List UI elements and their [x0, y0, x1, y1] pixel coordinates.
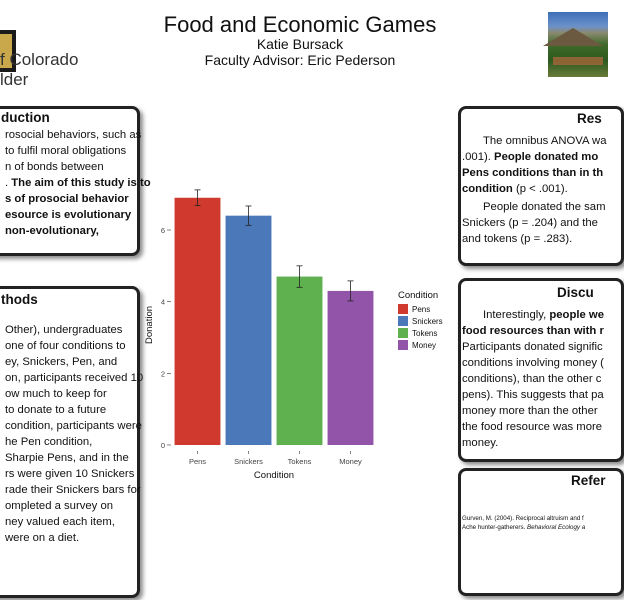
results-box [458, 106, 624, 266]
methods-line-2: one of four conditions to [5, 340, 126, 352]
results-line-2a: .001). [462, 151, 495, 163]
discussion-line-9: money. [462, 437, 499, 449]
references-heading: Refer [571, 473, 606, 488]
y-axis-label: Donation [144, 305, 155, 345]
legend-label-tokens: Tokens [412, 329, 438, 338]
methods-line-14: were on a diet. [5, 532, 80, 544]
results-line-3: Pens conditions than in th [462, 167, 604, 179]
y-tick-label: 2 [160, 369, 165, 379]
intro-line-6: esource is evolutionary [5, 209, 132, 221]
y-tick-label: 0 [160, 441, 165, 450]
discussion-box [458, 278, 624, 462]
results-line-5: People donated the sam [483, 201, 606, 213]
introduction-heading: duction [1, 110, 50, 125]
legend-label-money: Money [412, 341, 437, 350]
donation-bar-chart [140, 180, 450, 480]
discussion-line-7: money more than the other [462, 405, 598, 417]
methods-line-11: rade their Snickers bars for [5, 484, 141, 496]
campus-photo [548, 12, 608, 77]
legend-swatch-tokens [398, 328, 408, 338]
x-tick-label-money: Money [339, 457, 362, 466]
x-tick-label-snickers: Snickers [234, 457, 263, 466]
x-tick-label-tokens: Tokens [287, 457, 312, 466]
intro-line-1: rosocial behaviors, such as [5, 129, 142, 141]
author-name: Katie Bursack [256, 36, 344, 52]
introduction-box [0, 106, 151, 256]
bar-money [328, 291, 374, 445]
results-line-7: and tokens (p = .283). [462, 233, 573, 245]
intro-line-5: s of prosocial behavior [5, 193, 129, 205]
faculty-advisor: Faculty Advisor: Eric Pederson [204, 52, 396, 68]
discussion-line-5: conditions), than the other c [462, 373, 602, 385]
intro-line-7: non-evolutionary, [5, 225, 99, 237]
discussion-line-6: pens). This suggests that pa [462, 389, 604, 401]
discussion-heading: Discu [557, 285, 594, 300]
legend-label-pens: Pens [412, 305, 431, 314]
legend-title: Condition [398, 290, 439, 301]
results-heading: Res [577, 111, 602, 126]
discussion-line-3: Participants donated signific [462, 341, 603, 353]
methods-line-13: ney valued each item, [5, 516, 115, 528]
methods-line-10: rs were given 10 Snickers [5, 468, 135, 480]
results-line-6: Snickers (p = .204) and the [462, 217, 598, 229]
legend-label-snickers: Snickers [412, 317, 443, 326]
legend-swatch-money [398, 340, 408, 350]
intro-line-4: The aim of this study is to [11, 177, 151, 189]
results-line-4b: (p < .001). [512, 183, 568, 195]
legend-swatch-pens [398, 304, 408, 314]
methods-line-1: Other), undergraduates [5, 324, 123, 336]
methods-heading: thods [1, 292, 38, 307]
reference-line-1: Gurven, M. (2004). Reciprocal altruism and f [462, 515, 584, 522]
discussion-line-2: food resources than with r [462, 325, 604, 337]
references-box [458, 468, 624, 596]
discussion-line-8: the food resource was more [462, 421, 603, 433]
results-line-2b: People donated mo [494, 151, 599, 163]
methods-line-12: ompleted a survey on [5, 500, 114, 512]
bar-snickers [226, 216, 272, 445]
discussion-line-1b: people we [549, 309, 604, 321]
reference-line-2a: Ache hunter-gatherers. [462, 524, 528, 531]
results-line-4a: condition [462, 183, 513, 195]
y-tick-label: 4 [160, 297, 165, 307]
intro-line-2: to fulfil moral obligations [5, 145, 127, 157]
intro-lead-fragment: . [5, 177, 9, 189]
y-tick-label: 6 [160, 226, 165, 235]
reference-line-2b: Behavioral Ecology a [527, 524, 586, 531]
methods-line-6: to donate to a future [5, 404, 107, 416]
discussion-line-4: conditions involving money ( [462, 357, 604, 369]
discussion-line-1a: Interestingly, [483, 309, 550, 321]
results-line-1: The omnibus ANOVA wa [483, 135, 607, 147]
methods-line-3: ey, Snickers, Pen, and [5, 356, 118, 368]
methods-line-4: on, participants received 10 [5, 372, 144, 384]
methods-box [0, 286, 144, 598]
methods-line-8: he Pen condition, [5, 436, 93, 448]
legend-swatch-snickers [398, 316, 408, 326]
methods-line-5: ow much to keep for [5, 388, 107, 400]
x-axis-label: Condition [253, 470, 295, 481]
methods-line-9: Sharpie Pens, and in the [5, 452, 129, 464]
bar-pens [175, 198, 221, 445]
methods-line-7: condition, participants were [5, 420, 142, 432]
bar-tokens [277, 277, 323, 445]
poster-title: Food and Economic Games [163, 12, 437, 37]
university-name: f Colorado lder [0, 50, 79, 89]
intro-line-3: n of bonds between [5, 161, 104, 173]
x-tick-label-pens: Pens [188, 457, 207, 466]
